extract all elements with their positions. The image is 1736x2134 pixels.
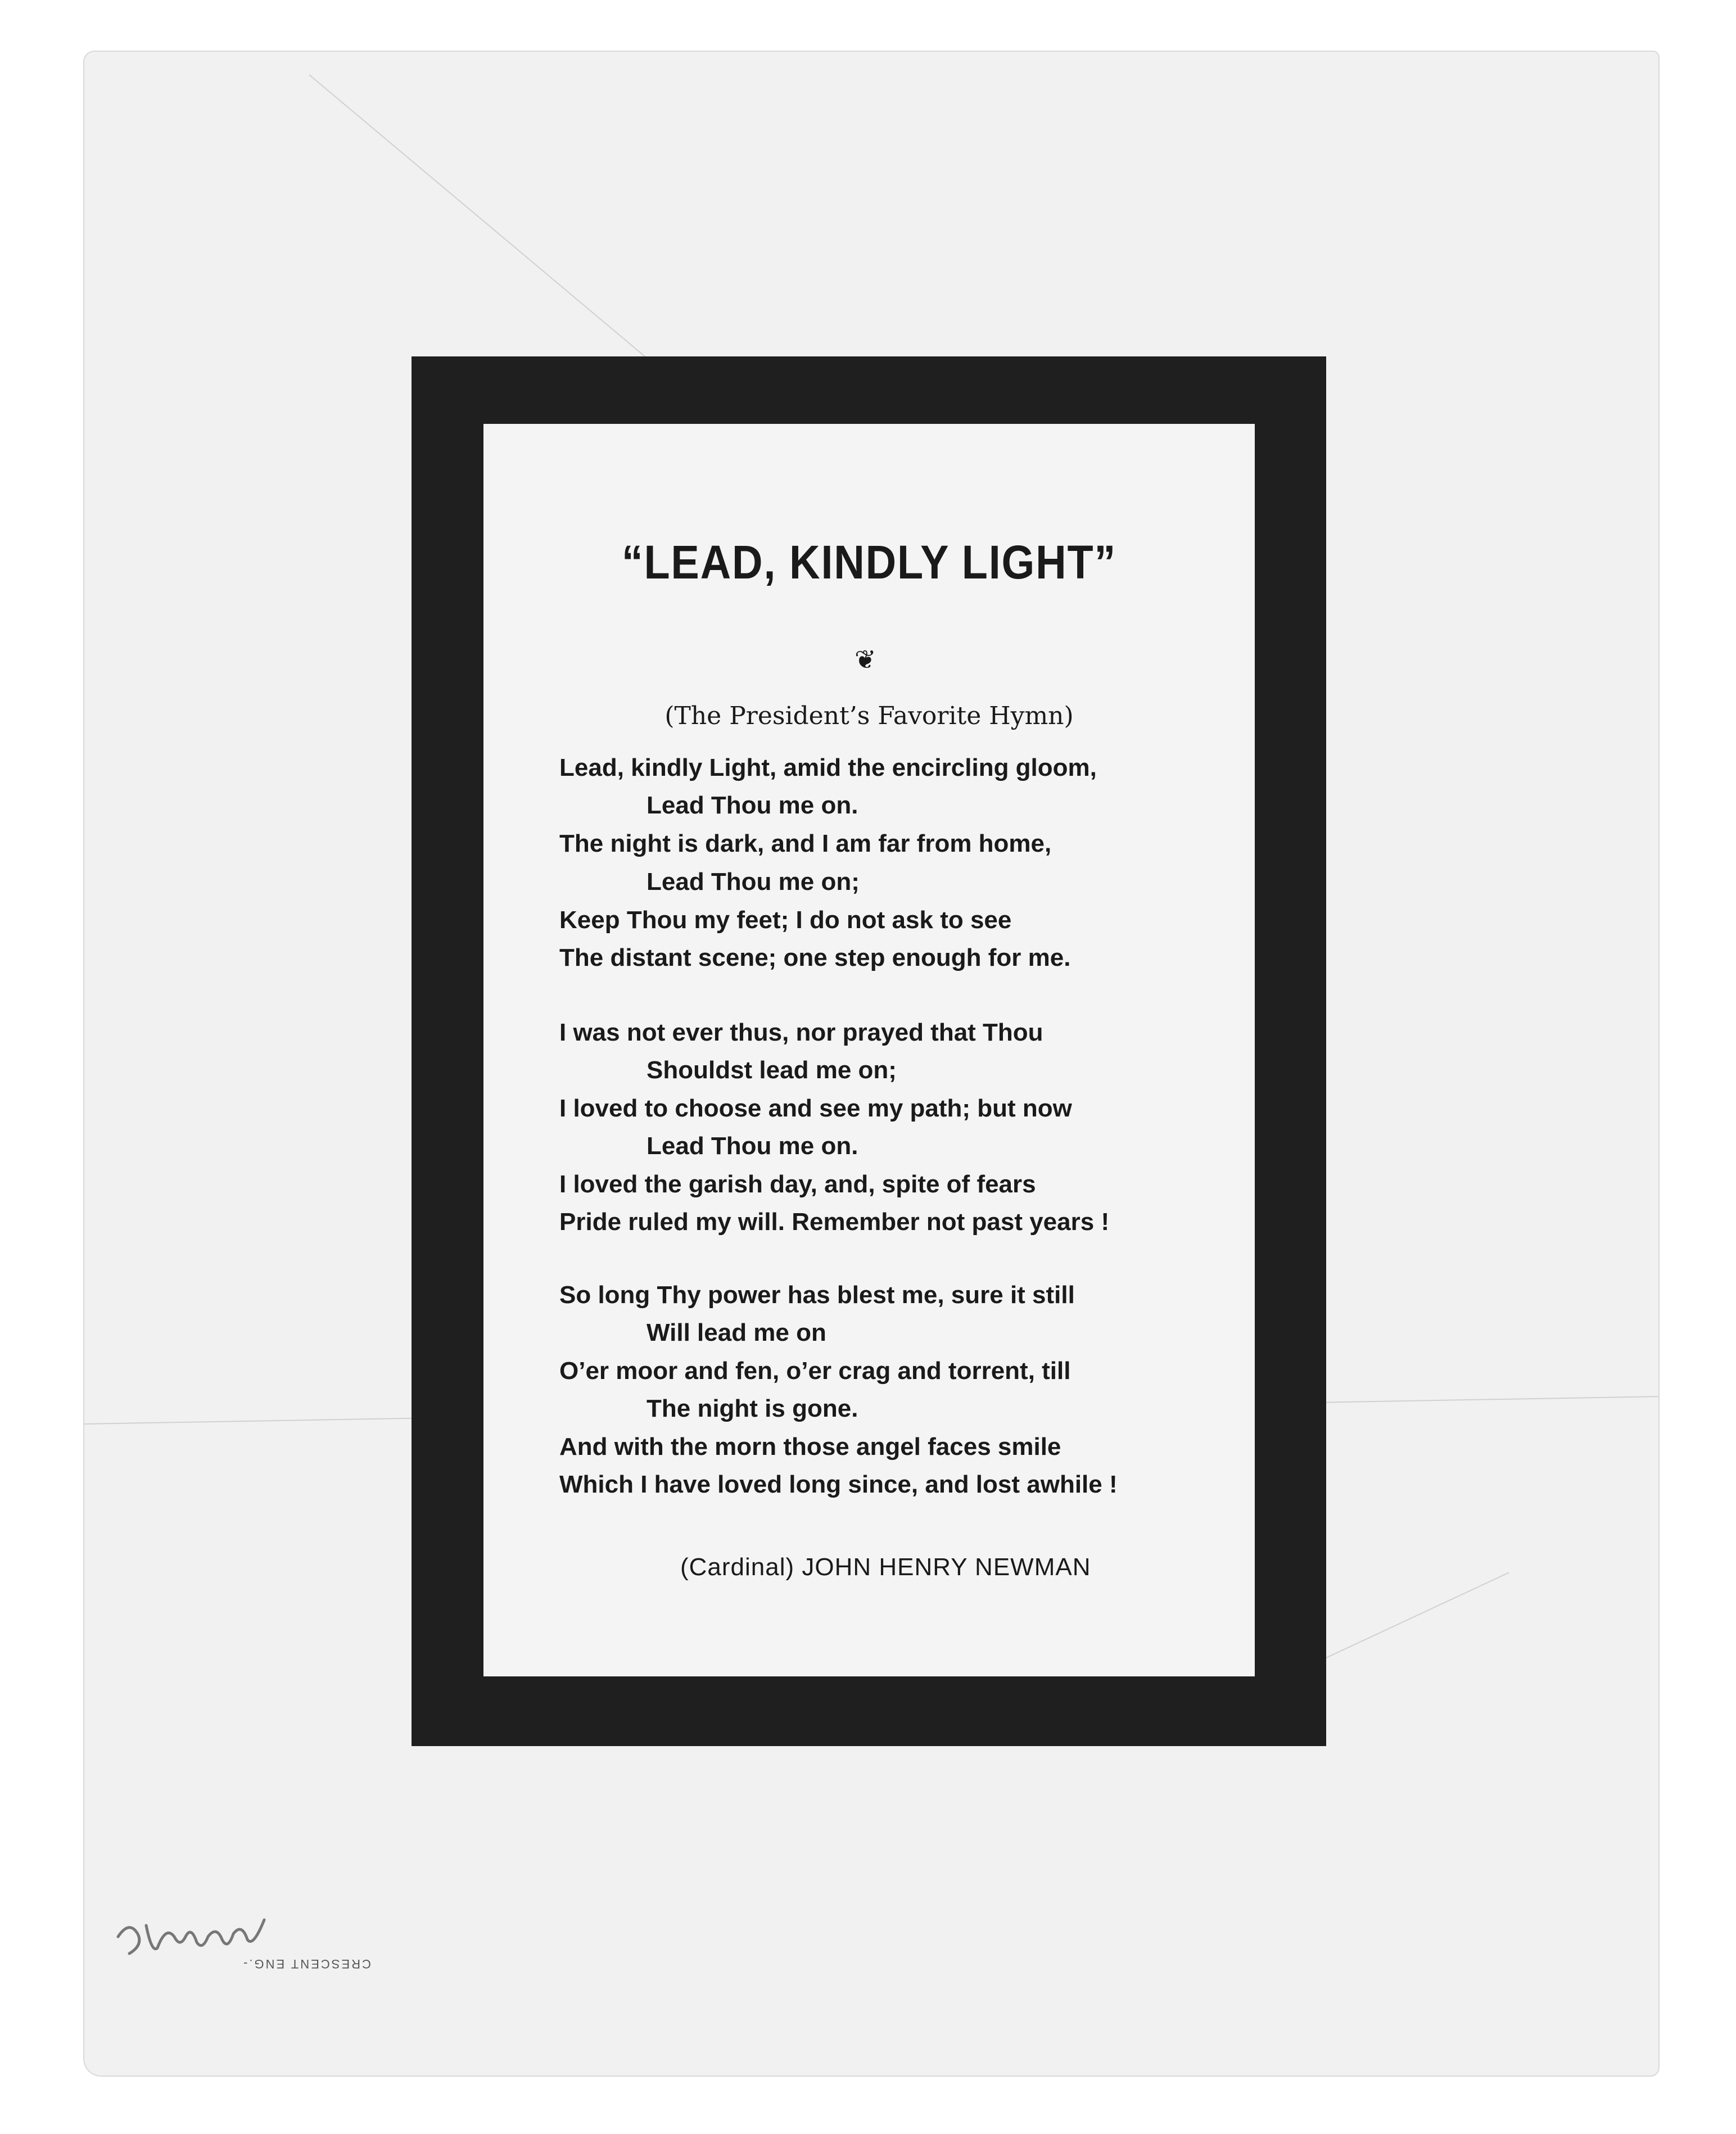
verse-line: Will lead me on: [647, 1319, 826, 1346]
verse-line: Keep Thou my feet; I do not ask to see: [559, 906, 1012, 934]
verse-line: Lead Thou me on.: [647, 792, 858, 819]
handwritten-signature: [112, 1903, 275, 1965]
verse-line: Shouldst lead me on;: [647, 1056, 897, 1084]
hymn-title: “LEAD, KINDLY LIGHT”: [621, 536, 1117, 589]
verse-line: The night is dark, and I am far from home,: [559, 830, 1052, 857]
verse-line: I loved to choose and see my path; but now: [559, 1095, 1072, 1122]
verse-line: Lead Thou me on.: [647, 1132, 858, 1160]
verse-line: The distant scene; one step enough for me.: [559, 944, 1071, 971]
verse-line: And with the morn those angel faces smile: [559, 1433, 1061, 1461]
paper-crease: [309, 74, 697, 400]
hymn-subtitle: (The President’s Favorite Hymn): [664, 702, 1074, 730]
verse-line: The night is gone.: [647, 1395, 858, 1422]
black-border-frame: [412, 356, 1326, 1746]
verse-line: O’er moor and fen, o’er crag and torrent, till: [559, 1357, 1071, 1385]
hymn-card: [483, 424, 1255, 1676]
verse-line: Pride ruled my will. Remember not past years !: [559, 1208, 1110, 1236]
printer-stamp: CRESCENT ENG.-: [242, 1957, 371, 1971]
verse-line: Lead Thou me on;: [647, 868, 860, 896]
verse-line: I was not ever thus, nor prayed that Thou: [559, 1019, 1043, 1046]
verse-line: Lead, kindly Light, amid the encircling gloom,: [559, 754, 1097, 781]
hymn-author: (Cardinal) JOHN HENRY NEWMAN: [680, 1553, 1091, 1581]
verse-line: I loved the garish day, and, spite of fears: [559, 1170, 1036, 1198]
verse-line: Which I have loved long since, and lost awhile !: [559, 1471, 1118, 1498]
verse-line: So long Thy power has blest me, sure it still: [559, 1281, 1075, 1309]
paper-sheet: [84, 52, 1658, 2076]
ornament-icon: ❦: [855, 644, 876, 675]
